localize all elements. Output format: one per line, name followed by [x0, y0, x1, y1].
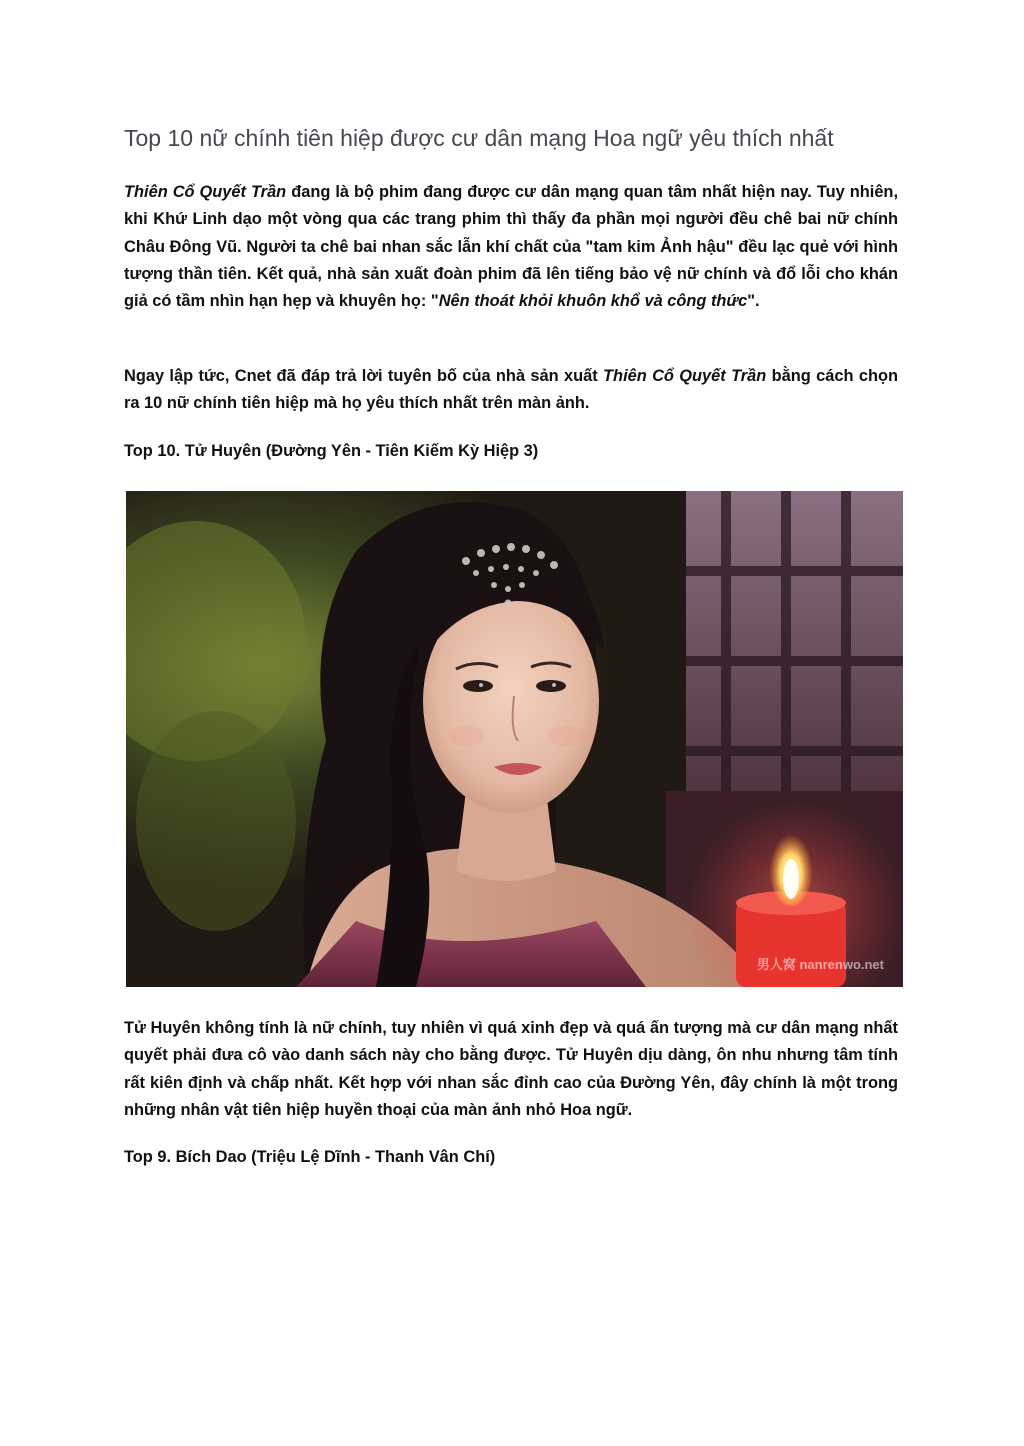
response-text-1: Ngay lập tức, Cnet đã đáp trả lời tuyên bố của nhà sản xuất — [124, 367, 604, 385]
intro-text-2: ". — [747, 292, 760, 311]
entry-description-top10: Tử Huyên không tính là nữ chính, tuy nhiên vì quá xinh đẹp và quá ấn tượng mà cư dân mạng nhất quyết phải đưa cô vào danh sách này cho bằng được. Tử Huyên dịu dàng, ôn nhu nhưng tâm tính rất kiên định và chấp nhất. Kết hợp với nhan sắc đỉnh cao của Đường Yên, đây chính là một trong những nhân vật tiên hiệp huyền thoại của màn ảnh nhỏ Hoa ngữ. — [124, 1019, 898, 1119]
intro-paragraph — [124, 179, 898, 315]
document-title: Top 10 nữ chính tiên hiệp được cư dân mạng Hoa ngữ yêu thích nhất — [124, 125, 834, 151]
image-watermark: 男人窝 nanrenwo.net — [756, 957, 884, 972]
drama-title-italic: Thiên Cổ Quyết Trần — [603, 367, 767, 385]
entry-heading-top9: Top 9. Bích Dao (Triệu Lệ Dĩnh - Thanh Vân Chí) — [124, 1148, 496, 1166]
producer-quote: Nên thoát khỏi khuôn khổ và công thức — [438, 292, 748, 311]
actress-photo — [126, 491, 903, 987]
entry-heading-top10: Top 10. Tử Huyên (Đường Yên - Tiên Kiếm Kỳ Hiệp 3) — [124, 442, 539, 460]
intro-text-1: đang là bộ phim đang được cư dân mạng quan tâm nhất hiện nay. Tuy nhiên, khi Khứ Linh dạo một vòng qua các trang phim thì thấy đa phần mọi người đều chê bai nữ chính Châu Đông Vũ. Người ta chê bai nhan sắc lẫn khí chất của "tam kim Ảnh hậu" đều lạc quẻ với hình tượng thần tiên. Kết quả, nhà sản xuất đoàn phim đã lên tiếng bảo vệ nữ chính và đổ lỗi cho khán giả có tầm nhìn hạn hẹp và khuyên họ: " — [124, 183, 899, 311]
response-text-2: bằng cách chọn ra 10 nữ chính tiên hiệp mà họ yêu thích nhất trên màn ảnh. — [124, 367, 899, 413]
response-paragraph — [124, 363, 898, 418]
drama-title-italic: Thiên Cổ Quyết Trần — [124, 183, 287, 201]
